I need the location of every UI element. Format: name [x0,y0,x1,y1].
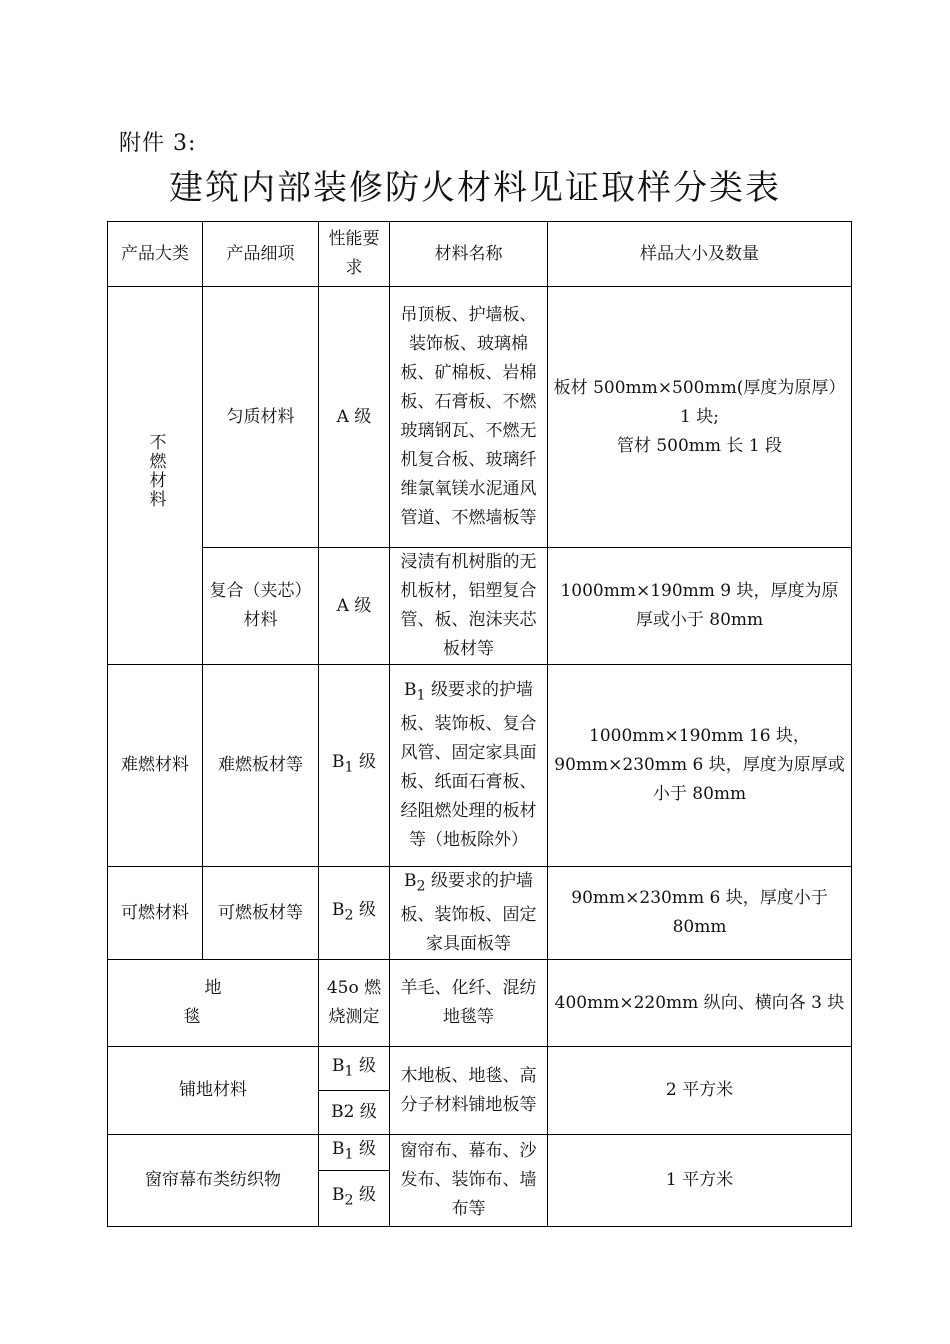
table-row [108,867,852,960]
materials-grade-letter: B [404,679,417,700]
table-row [108,1047,852,1091]
sample-homogeneous [548,287,852,548]
grade-subscript: 1 [344,1063,354,1080]
category-noncombustible: 不燃材料 [145,432,166,509]
grade-subscript: 1 [344,1146,354,1163]
grade-suffix: 级 [353,900,376,920]
document-title: 建筑内部装修防火材料见证取样分类表 [169,168,781,208]
materials-grade-subscript: 1 [416,687,426,704]
category-flame-retardant: 难燃材料 [108,665,203,867]
attachment-label: 附件 3: [119,131,197,156]
grade-curtain-b2 [319,1170,390,1226]
materials-flooring: 木地板、地毯、高分子材料铺地板等 [390,1047,548,1135]
grade-letter: B [332,900,345,920]
sample-flame-retardant: 1000mm×190mm 16 块，90mm×230mm 6 块，厚度为原厚或小于 80mm [548,665,852,867]
grade-homogeneous: A 级 [319,287,390,548]
sample-flooring: 2 平方米 [548,1047,852,1135]
category-carpet-label: 地 毯 [183,978,264,1028]
table-header-row [108,222,852,287]
subcategory-composite: 复合（夹芯）材料 [203,548,319,665]
category-flooring: 铺地材料 [108,1047,319,1135]
subcategory-combustible: 可燃板材等 [203,867,319,960]
sample-composite: 1000mm×190mm 9 块，厚度为原厚或小于 80mm [548,548,852,665]
materials-combustible [390,867,548,960]
materials-grade-subscript: 2 [416,878,426,895]
materials-composite: 浸渍有机树脂的无机板材，铝塑复合管、板、泡沫夹芯板材等 [390,548,548,665]
table-row [108,665,852,867]
grade-flame-retardant [319,665,390,867]
grade-flooring-b1 [319,1047,390,1091]
grade-subscript: 2 [344,1192,354,1209]
sample-carpet: 400mm×220mm 纵向、横向各 3 块 [548,960,852,1047]
table-row [108,287,852,548]
grade-letter: B [332,1185,345,1206]
subcategory-homogeneous: 匀质材料 [203,287,319,548]
grade-carpet: 45o 燃烧测定 [319,960,390,1047]
category-carpet [108,960,319,1047]
grade-suffix: 级 [353,752,376,773]
grade-letter: B [332,1055,345,1076]
grade-flooring-b2: B2 级 [319,1091,390,1135]
category-cell [108,287,203,665]
grade-subscript: 1 [344,759,354,776]
category-curtain: 窗帘幕布类纺织物 [108,1135,319,1226]
grade-combustible [319,867,390,960]
table-row [108,960,852,1047]
grade-curtain-b1 [319,1135,390,1170]
table-row [108,548,852,665]
header-category: 产品大类 [108,222,203,287]
header-sample: 样品大小及数量 [548,222,852,287]
sample-curtain: 1 平方米 [548,1135,852,1226]
grade-composite: A 级 [319,548,390,665]
category-combustible: 可燃材料 [108,867,203,960]
materials-text: 级要求的护墙板、装饰板、固定家具面板等 [400,871,537,955]
sample-homogeneous-pipe: 管材 500mm 长 1 段 [616,435,783,456]
materials-text: 级要求的护墙板、装饰板、复合风管、固定家具面板、纸面石膏板、经阻燃处理的板材等（地板除外） [400,679,537,851]
materials-flame-retardant [390,665,548,867]
grade-suffix: 级 [353,1055,376,1076]
grade-letter: B [332,752,345,773]
grade-suffix: 级 [353,1139,376,1160]
sample-combustible: 90mm×230mm 6 块，厚度小于 80mm [548,867,852,960]
materials-carpet: 羊毛、化纤、混纺地毯等 [390,960,548,1047]
sample-homogeneous-board: 板材 500mm×500mm(厚度为原厚）1 块; [553,377,846,427]
header-material: 材料名称 [390,222,548,287]
grade-suffix: 级 [353,1185,376,1206]
header-performance: 性能要求 [319,222,390,287]
table-row [108,1135,852,1170]
header-subcategory: 产品细项 [203,222,319,287]
materials-homogeneous: 吊顶板、护墙板、装饰板、玻璃棉板、矿棉板、岩棉板、石膏板、不燃玻璃钢瓦、不燃无机复合板、玻璃纤维氯氧镁水泥通风管道、不燃墙板等 [390,287,548,548]
subcategory-flame-retardant: 难燃板材等 [203,665,319,867]
classification-table [107,221,852,1227]
materials-grade-letter: B [404,871,417,891]
grade-subscript: 2 [344,907,354,924]
materials-curtain: 窗帘布、幕布、沙发布、装饰布、墙布等 [390,1135,548,1226]
grade-letter: B [332,1139,345,1160]
